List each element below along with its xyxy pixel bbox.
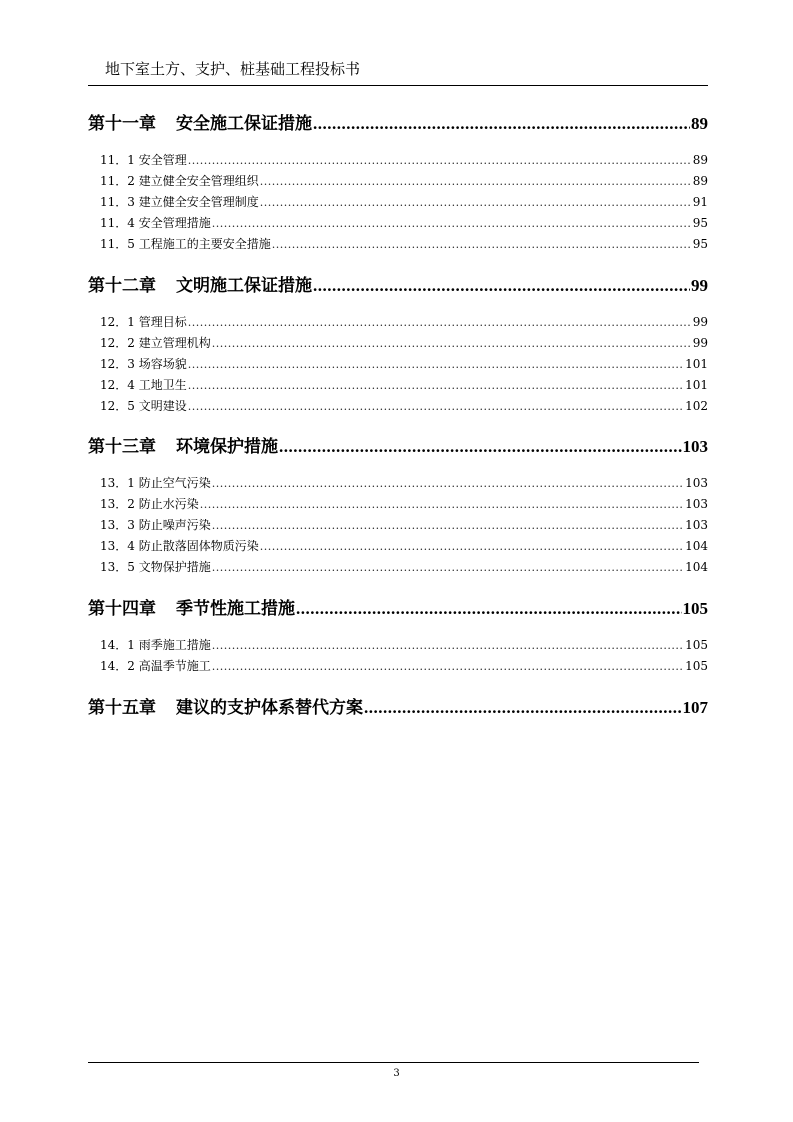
- dot-leader: [212, 519, 684, 532]
- dot-leader: [260, 175, 692, 188]
- toc-section-11-5[interactable]: [100, 235, 708, 252]
- section-page: 89: [692, 153, 708, 167]
- section-page: 103: [685, 497, 708, 511]
- toc-section-12-1[interactable]: [100, 313, 708, 330]
- dot-leader: [188, 316, 692, 329]
- dot-leader: [313, 114, 690, 134]
- toc-section-11-4[interactable]: [100, 214, 708, 231]
- toc-section-12-5[interactable]: [100, 397, 708, 414]
- section-page: 95: [692, 237, 708, 251]
- chapter-page: 99: [691, 276, 708, 295]
- footer-divider: [88, 1062, 699, 1063]
- toc-chapter-13[interactable]: [88, 432, 708, 457]
- section-title: 13．5 文物保护措施: [100, 560, 211, 574]
- dot-leader: [212, 660, 684, 673]
- section-title: 12．2 建立管理机构: [100, 336, 211, 350]
- chapter-number: 第十一章: [88, 114, 156, 134]
- toc-section-13-3[interactable]: [100, 516, 708, 533]
- toc-section-13-5[interactable]: [100, 558, 708, 575]
- header-divider: [88, 85, 708, 86]
- chapter-page: 107: [682, 698, 708, 717]
- chapter-page: 89: [691, 114, 708, 133]
- dot-leader: [188, 379, 684, 392]
- section-title: 13．4 防止散落固体物质污染: [100, 539, 259, 553]
- dot-leader: [364, 698, 682, 718]
- chapter-title: 安全施工保证措施: [176, 114, 312, 134]
- section-title: 11．5 工程施工的主要安全措施: [100, 237, 271, 251]
- section-page: 99: [692, 315, 708, 329]
- section-page: 89: [692, 174, 708, 188]
- chapter-number: 第十三章: [88, 437, 156, 457]
- section-page: 95: [692, 216, 708, 230]
- section-page: 103: [685, 476, 708, 490]
- chapter-title: 季节性施工措施: [176, 599, 295, 619]
- toc-chapter-14[interactable]: [88, 594, 708, 619]
- page-number: 3: [393, 1068, 400, 1079]
- dot-leader: [212, 639, 684, 652]
- toc-section-12-3[interactable]: [100, 355, 708, 372]
- toc-chapter-12[interactable]: [88, 271, 708, 296]
- toc-section-11-3[interactable]: [100, 193, 708, 210]
- chapter-number: 第十二章: [88, 276, 156, 296]
- toc-section-14-1[interactable]: [100, 636, 708, 653]
- section-page: 91: [692, 195, 708, 209]
- section-title: 12．3 场容场貌: [100, 357, 187, 371]
- dot-leader: [212, 477, 684, 490]
- chapter-title: 文明施工保证措施: [176, 276, 312, 296]
- chapter-page: 105: [682, 599, 708, 618]
- dot-leader: [188, 358, 684, 371]
- document-header-title: 地下室土方、支护、桩基础工程投标书: [105, 60, 361, 78]
- toc-section-14-2[interactable]: [100, 657, 708, 674]
- chapter-title: 环境保护措施: [176, 437, 278, 457]
- section-title: 13．2 防止水污染: [100, 497, 199, 511]
- toc-section-12-2[interactable]: [100, 334, 708, 351]
- dot-leader: [212, 561, 684, 574]
- section-page: 104: [685, 539, 708, 553]
- section-page: 105: [685, 659, 708, 673]
- toc-section-11-2[interactable]: [100, 172, 708, 189]
- toc-section-13-1[interactable]: [100, 474, 708, 491]
- toc-section-11-1[interactable]: [100, 151, 708, 168]
- dot-leader: [272, 238, 692, 251]
- section-page: 102: [685, 399, 708, 413]
- section-title: 11．2 建立健全安全管理组织: [100, 174, 259, 188]
- section-page: 104: [685, 560, 708, 574]
- section-page: 101: [685, 357, 708, 371]
- section-title: 12．4 工地卫生: [100, 378, 187, 392]
- dot-leader: [279, 437, 682, 457]
- section-page: 103: [685, 518, 708, 532]
- section-title: 13．3 防止噪声污染: [100, 518, 211, 532]
- dot-leader: [188, 154, 692, 167]
- toc-chapter-15[interactable]: [88, 693, 708, 718]
- section-title: 14．2 高温季节施工: [100, 659, 211, 673]
- section-title: 11．4 安全管理措施: [100, 216, 211, 230]
- dot-leader: [200, 498, 684, 511]
- toc-section-13-4[interactable]: [100, 537, 708, 554]
- dot-leader: [313, 276, 690, 296]
- section-page: 99: [692, 336, 708, 350]
- section-page: 105: [685, 638, 708, 652]
- section-title: 12．5 文明建设: [100, 399, 187, 413]
- chapter-number: 第十四章: [88, 599, 156, 619]
- section-page: 101: [685, 378, 708, 392]
- section-title: 11．3 建立健全安全管理制度: [100, 195, 259, 209]
- dot-leader: [296, 599, 682, 619]
- chapter-number: 第十五章: [88, 698, 156, 718]
- dot-leader: [212, 337, 692, 350]
- section-title: 14．1 雨季施工措施: [100, 638, 211, 652]
- toc-section-13-2[interactable]: [100, 495, 708, 512]
- section-title: 12．1 管理目标: [100, 315, 187, 329]
- dot-leader: [188, 400, 684, 413]
- toc-section-12-4[interactable]: [100, 376, 708, 393]
- chapter-title: 建议的支护体系替代方案: [176, 698, 363, 718]
- toc-chapter-11[interactable]: [88, 109, 708, 134]
- section-title: 11．1 安全管理: [100, 153, 187, 167]
- dot-leader: [212, 217, 692, 230]
- section-title: 13．1 防止空气污染: [100, 476, 211, 490]
- dot-leader: [260, 540, 684, 553]
- chapter-page: 103: [682, 437, 708, 456]
- dot-leader: [260, 196, 692, 209]
